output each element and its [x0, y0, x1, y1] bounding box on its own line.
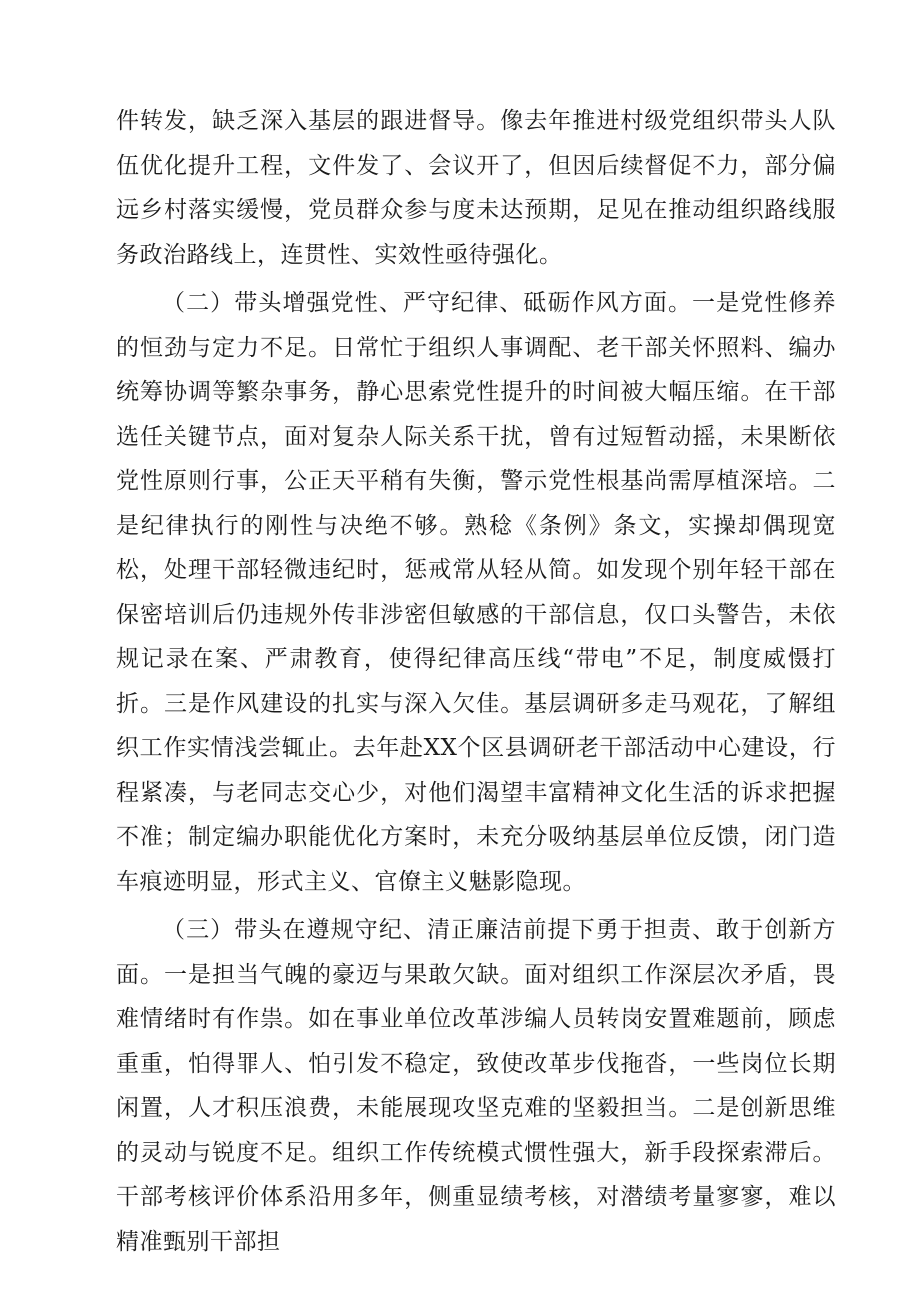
- paragraph-continuation: 件转发，缺乏深入基层的跟进督导。像去年推进村级党组织带头人队伍优化提升工程，文件发了、会议开了，但因后续督促不力，部分偏远乡村落实缓慢，党员群众参与度未达预期，足见在推动组织路线服务政治路线上，连贯性、实效性亟待强化。: [116, 108, 836, 268]
- document-body: [116, 99, 836, 1264]
- paragraph-section-three: （三）带头在遵规守纪、清正廉洁前提下勇于担责、敢于创新方面。一是担当气魄的豪迈与果敢欠缺。面对组织工作深层次矛盾，畏难情绪时有作祟。如在事业单位改革涉编人员转岗安置难题前，顾虑重重，怕得罪人、怕引发不稳定，致使改革步伐拖沓，一些岗位长期闲置，人才积压浪费，未能展现攻坚克难的坚毅担当。二是创新思维的灵动与锐度不足。组织工作传统模式惯性强大，新手段探索滞后。干部考核评价体系沿用多年，侧重显绩考核，对潜绩考量寥寥，难以精准甄别干部担: [116, 917, 836, 1255]
- paragraph-section-two: （二）带头增强党性、严守纪律、砥砺作风方面。一是党性修养的恒劲与定力不足。日常忙于组织人事调配、老干部关怀照料、编办统筹协调等繁杂事务，静心思索党性提升的时间被大幅压缩。在干部选任关键节点，面对复杂人际关系干扰，曾有过短暂动摇，未果断依党性原则行事，公正天平稍有失衡，警示党性根基尚需厚植深培。二是纪律执行的刚性与决绝不够。熟稔《条例》条文，实操却偶现宽松，处理干部轻微违纪时，惩戒常从轻从简。如发现个别年轻干部在保密培训后仍违规外传非涉密但敏感的干部信息，仅口头警告，未依规记录在案、严肃教育，使得纪律高压线“带电”不足，制度威慑打折。三是作风建设的扎实与深入欠佳。基层调研多走马观花，了解组织工作实情浅尝辄止。去年赴XX个区县调研老干部活动中心建设，行程紧凑，与老同志交心少，对他们渴望丰富精神文化生活的诉求把握不准；制定编办职能优化方案时，未充分吸纳基层单位反馈，闭门造车痕迹明显，形式主义、官僚主义魅影隐现。: [116, 290, 836, 895]
